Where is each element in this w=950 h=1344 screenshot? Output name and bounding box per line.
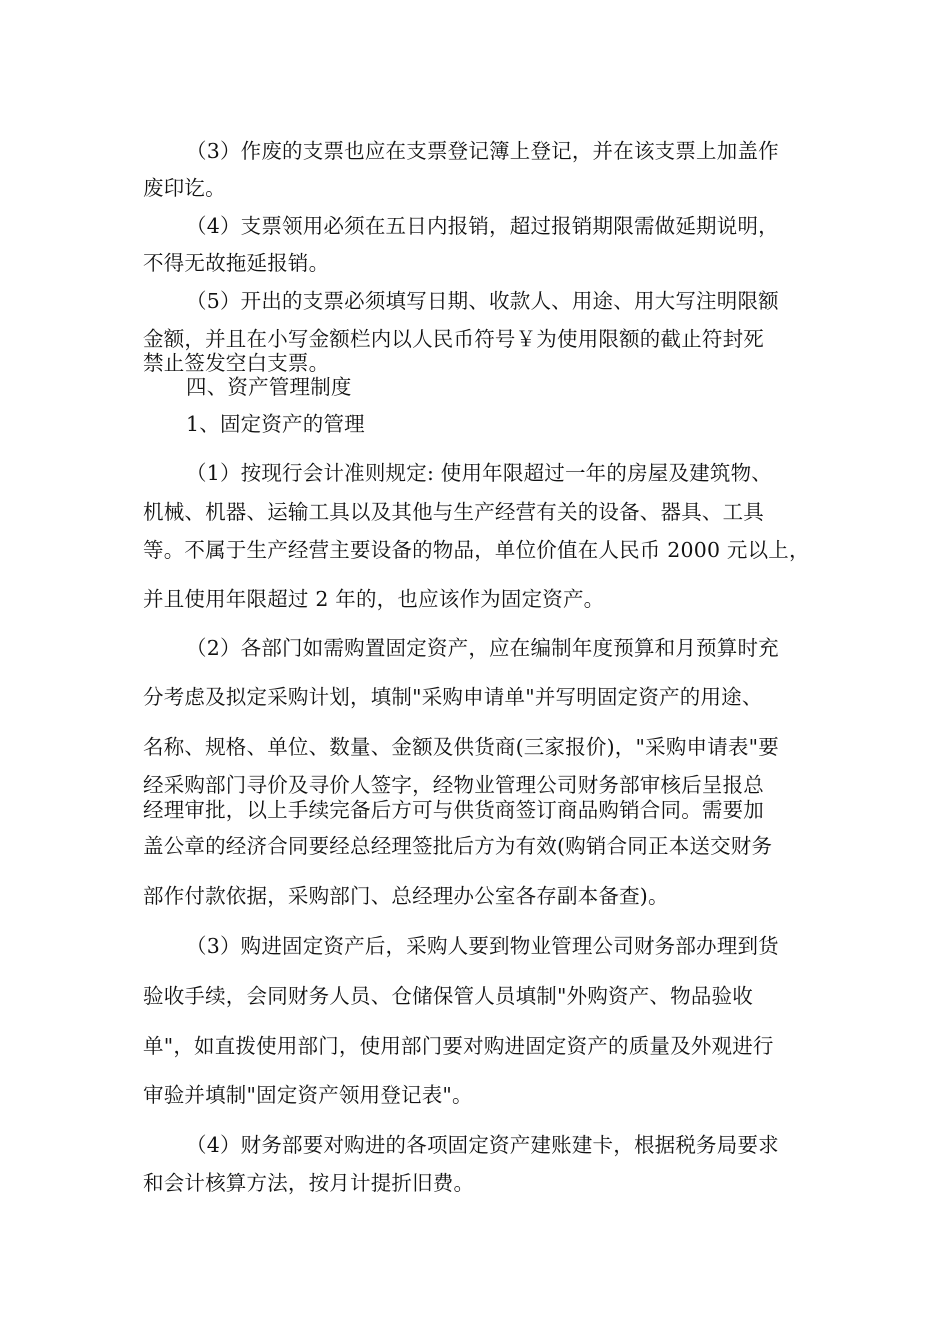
paragraph-line: 不得无故拖延报销。 — [143, 251, 330, 275]
paragraph-line: （5）开出的支票必须填写日期、收款人、用途、用大写注明限额 — [186, 289, 779, 313]
paragraph-line: 验收手续，会同财务人员、仓储保管人员填制"外购资产、物品验收 — [143, 984, 753, 1008]
paragraph-line: 名称、规格、单位、数量、金额及供货商(三家报价)，"采购申请表"要 — [143, 735, 779, 759]
paragraph-line: 审验并填制"固定资产领用登记表"。 — [143, 1083, 473, 1107]
paragraph-line: （1）按现行会计准则规定: 使用年限超过一年的房屋及建筑物、 — [186, 461, 772, 485]
paragraph-line: 和会计核算方法，按月计提折旧费。 — [143, 1171, 475, 1195]
paragraph-line: 废印讫。 — [143, 176, 226, 200]
paragraph-line: （3）购进固定资产后，采购人要到物业管理公司财务部办理到货 — [186, 934, 779, 958]
paragraph-line: 盖公章的经济合同要经总经理签批后方为有效(购销合同正本送交财务 — [143, 834, 773, 858]
section-heading: 四、资产管理制度 — [186, 375, 352, 399]
paragraph-line: （3）作废的支票也应在支票登记簿上登记，并在该支票上加盖作 — [186, 139, 779, 163]
paragraph-line: （2）各部门如需购置固定资产，应在编制年度预算和月预算时充 — [186, 636, 779, 660]
paragraph-line: 分考虑及拟定采购计划，填制"采购申请单"并写明固定资产的用途、 — [143, 685, 763, 709]
paragraph-line: 机械、机器、运输工具以及其他与生产经营有关的设备、器具、工具 — [143, 500, 764, 524]
paragraph-line: 经采购部门寻价及寻价人签字，经物业管理公司财务部审核后呈报总 — [143, 773, 764, 797]
paragraph-line: （4）财务部要对购进的各项固定资产建账建卡，根据税务局要求 — [186, 1133, 779, 1157]
paragraph-line: 单"，如直拨使用部门，使用部门要对购进固定资产的质量及外观进行 — [143, 1034, 774, 1058]
paragraph-line: 并且使用年限超过 2 年的，也应该作为固定资产。 — [143, 587, 605, 611]
subsection-heading: 1、固定资产的管理 — [186, 412, 365, 436]
paragraph-line: 经理审批，以上手续完备后方可与供货商签订商品购销合同。需要加 — [143, 798, 764, 822]
paragraph-line: 等。不属于生产经营主要设备的物品，单位价值在人民币 2000 元以上， — [143, 538, 810, 562]
paragraph-line: （4）支票领用必须在五日内报销，超过报销期限需做延期说明， — [186, 214, 779, 238]
paragraph-line: 金额，并且在小写金额栏内以人民币符号￥为使用限额的截止符封死 — [143, 327, 764, 351]
paragraph-line: 部作付款依据，采购部门、总经理办公室各存副本备查)。 — [143, 884, 669, 908]
paragraph-line: 禁止签发空白支票。 — [143, 351, 330, 375]
